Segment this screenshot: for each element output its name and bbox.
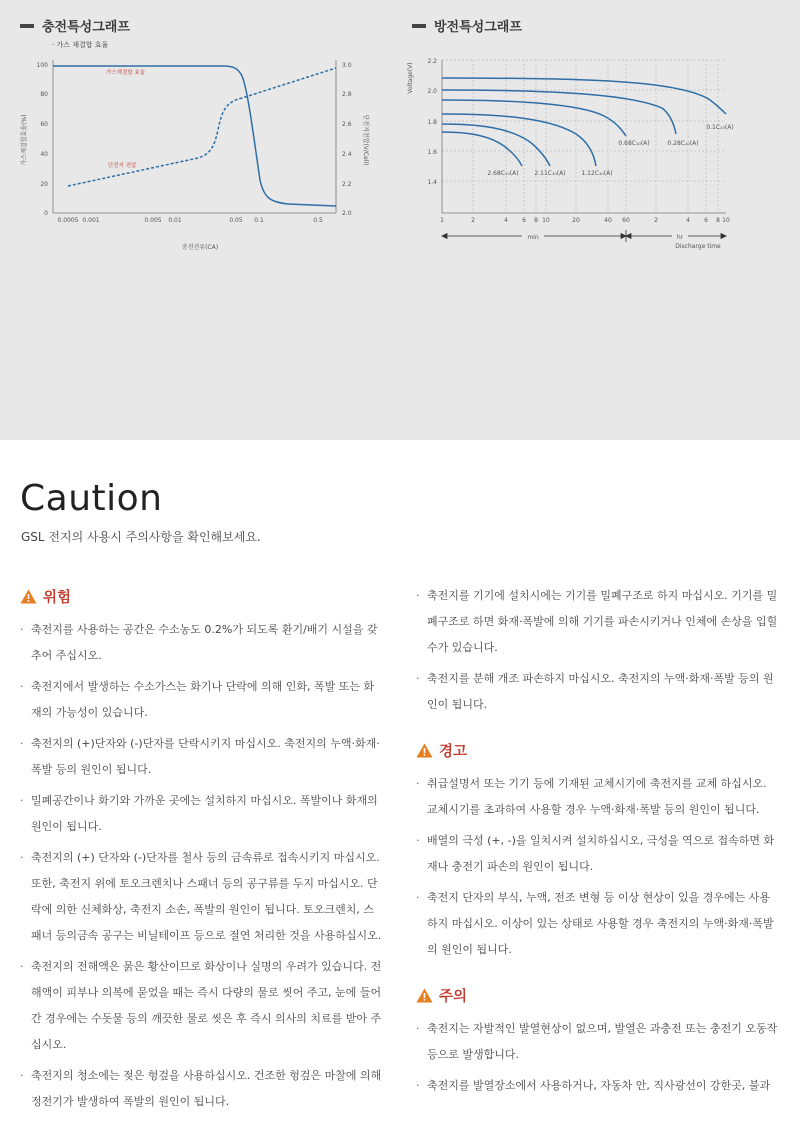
caution-right-column [416, 583, 778, 1117]
charge-y2-tick: 2.6 [342, 121, 352, 128]
discharge-curve-1.12C [442, 114, 596, 166]
discharge-curve-label: 0.1C₁₀(A) [706, 124, 734, 131]
discharge-x-tick: 10 [542, 217, 550, 224]
warning-item: · 배열의 극성 (+, -)을 일치시켜 설치하십시오, 극성을 역으로 접속하면 화재나 충전기 파손의 원인이 됩니다. [416, 828, 778, 880]
charge-y2-label: 단전지전압(V/Cell) [362, 114, 369, 166]
efficiency-label: 가스재결합 효율 [106, 70, 145, 76]
efficiency-curve [53, 66, 336, 206]
danger-title-text: 위험 [43, 590, 72, 606]
discharge-y-tick: 1.8 [427, 119, 437, 126]
discharge-x-tick: 4 [686, 217, 690, 224]
discharge-x-tick: 1 [440, 217, 444, 224]
danger-item: · 축전지의 (+) 단자와 (-)단자를 철사 등의 금속류로 접속시키지 마십시오. 또한, 축전지 위에 토오크렌치나 스패너 등의 공구류를 두지 마십시오. 단락에 의한 신체화상, 축전지 소손, 폭발의 원인이 됩니다. 토오크렌치, 스패너 등의금속 공구는 비닐테이프 등으로 절연 처리한 것을 사용하십시오. [20, 845, 382, 949]
charge-y-tick: 100 [36, 62, 48, 69]
discharge-x-tick: 60 [622, 217, 630, 224]
charge-x-tick: 0.0005 [57, 217, 79, 224]
charge-y2-tick: 2.8 [342, 91, 352, 98]
danger-item: · 축전지의 (+)단자와 (-)단자를 단락시키지 마십시오. 축전지의 누액·화재·폭발 등의 원인이 됩니다. [20, 731, 382, 783]
charge-graph-title-text: 충전특성그래프 [42, 20, 130, 35]
danger-continued-group [416, 583, 778, 718]
discharge-curve-label: 2.68C₁₀(A) [487, 170, 519, 177]
charge-y-tick: 80 [40, 91, 48, 98]
charge-graph-title [20, 16, 130, 35]
caution-left-column [20, 586, 382, 1133]
charge-y2-tick: 3.0 [342, 62, 352, 69]
discharge-x-tick: 4 [504, 217, 508, 224]
charge-graph [18, 50, 378, 260]
warning-item: · 축전지 단자의 부식, 누액, 전조 변형 등 이상 현상이 있을 경우에는 사용하지 마십시오. 이상이 있는 상태로 사용할 경우 축전지의 누액·화재·폭발의 원인이 됩니다. [416, 885, 778, 963]
charge-x-tick: 0.5 [313, 217, 323, 224]
discharge-curve-label: 0.68C₁₀(A) [618, 140, 650, 147]
discharge-curve-2.68C [442, 132, 522, 166]
danger-item: · 축전지를 분해 개조 파손하지 마십시오. 축전지의 누액·화재·폭발 등의 원인이 됩니다. [416, 666, 778, 718]
notice-title-text: 주의 [439, 989, 468, 1005]
discharge-x-tick: 2 [654, 217, 658, 224]
charge-y2-tick: 2.2 [342, 181, 352, 188]
discharge-y-tick: 1.6 [427, 149, 437, 156]
discharge-x-tick: 2 [471, 217, 475, 224]
discharge-x-tick: 8 [716, 217, 720, 224]
warning-title-text: 경고 [439, 744, 468, 760]
voltage-label: 단전지 전압 [108, 163, 137, 169]
discharge-unit-hr: hr [676, 234, 684, 241]
caution-heading: Caution [20, 478, 163, 519]
charge-y-tick: 40 [40, 151, 48, 158]
title-bar-icon [412, 24, 426, 28]
discharge-graph [400, 50, 740, 260]
charge-x-tick: 0.001 [82, 217, 100, 224]
discharge-curve-label: 2.11C₁₀(A) [534, 170, 566, 177]
warning-title [416, 740, 778, 761]
discharge-graph-title-text: 방전특성그래프 [434, 20, 522, 35]
charge-y-tick: 0 [44, 210, 48, 217]
notice-item: · 축전지는 자발적인 발열현상이 없으며, 발열은 과충전 또는 충전기 오동작 등으로 발생합니다. [416, 1016, 778, 1068]
charge-x-label: 충전전류(CA) [181, 244, 219, 251]
warning-icon [416, 743, 433, 758]
charge-graph-subtitle: · 가스 재결합 효율 [52, 41, 109, 49]
charge-y-tick: 60 [40, 121, 48, 128]
warning-item: · 취급설명서 또는 기기 등에 기재된 교체시기에 축전지를 교체 하십시오. 교체시기를 초과하여 사용할 경우 누액·화재·폭발 등의 원인이 됩니다. [416, 771, 778, 823]
title-bar-icon [20, 24, 34, 28]
danger-item: · 축전지를 기기에 설치시에는 기기를 밀폐구조로 하지 마십시오. 기기를 밀폐구조로 하면 화재·폭발에 의해 기기를 파손시키거나 인체에 손상을 입힐 수가 있습니다. [416, 583, 778, 661]
charge-x-tick: 0.05 [229, 217, 243, 224]
warning-icon [20, 589, 37, 604]
discharge-y-tick: 2.2 [427, 58, 437, 65]
discharge-x-tick: 20 [572, 217, 580, 224]
charge-y2-tick: 2.4 [342, 151, 352, 158]
charge-x-tick: 0.01 [168, 217, 182, 224]
discharge-curve-label: 1.12C₁₀(A) [581, 170, 613, 177]
discharge-x-tick: 40 [604, 217, 612, 224]
charge-y-tick: 20 [40, 181, 48, 188]
notice-title [416, 985, 778, 1006]
notice-group [416, 985, 778, 1099]
danger-item: · 축전지에서 발생하는 수소가스는 화기나 단락에 의해 인화, 폭발 또는 화재의 가능성이 있습니다. [20, 674, 382, 726]
danger-item: · 축전지의 전해액은 묽은 황산이므로 화상이나 실명의 우려가 있습니다. 전해액이 피부나 의복에 묻었을 때는 즉시 다량의 물로 씻어 주고, 눈에 들어간 경우에는 수돗물 등의 깨끗한 물로 씻은 후 즉시 의사의 치료를 받아 주십시오. [20, 954, 382, 1058]
charge-x-tick: 0.1 [254, 217, 264, 224]
notice-item: · 축전지를 발열장소에서 사용하거나, 자동차 안, 직사광선이 강한곳, 불과 [416, 1073, 778, 1099]
warning-group [416, 740, 778, 963]
charge-x-tick: 0.005 [144, 217, 162, 224]
discharge-x-tick: 8 [534, 217, 538, 224]
discharge-curve-label: 0.28C₁₀(A) [667, 140, 699, 147]
warning-icon [416, 988, 433, 1003]
danger-item: · 축전지의 청소에는 젖은 헝겊을 사용하십시오. 건조한 헝겊은 마찰에 의해 정전기가 발생하여 폭발의 원인이 됩니다. [20, 1063, 382, 1115]
discharge-curve-0.1C [442, 78, 726, 114]
discharge-y-label: Voltage(V) [407, 62, 414, 94]
charge-y-label: 가스재결합효율(%) [21, 114, 28, 166]
discharge-unit-min: min [527, 234, 539, 241]
discharge-curve-0.28C [442, 90, 676, 134]
discharge-graph-title [412, 16, 522, 35]
discharge-curve-0.68C [442, 100, 626, 136]
charge-y2-tick: 2.0 [342, 210, 352, 217]
discharge-x-tick: 10 [722, 217, 730, 224]
danger-group [20, 586, 382, 1115]
danger-title [20, 586, 382, 607]
discharge-curve-2.11C [442, 124, 550, 166]
discharge-x-tick: 6 [522, 217, 526, 224]
discharge-y-tick: 1.4 [427, 179, 437, 186]
discharge-x-label: Discharge time [675, 243, 721, 250]
discharge-x-tick: 6 [704, 217, 708, 224]
danger-item: · 밀폐공간이나 화기와 가까운 곳에는 설치하지 마십시오. 폭발이나 화재의 원인이 됩니다. [20, 788, 382, 840]
discharge-y-tick: 2.0 [427, 88, 437, 95]
danger-item: · 축전지를 사용하는 공간은 수소농도 0.2%가 되도록 환기/배기 시설을 갖추어 주십시오. [20, 617, 382, 669]
caution-subheading: GSL 전지의 사용시 주의사항을 확인해보세요. [21, 530, 261, 544]
